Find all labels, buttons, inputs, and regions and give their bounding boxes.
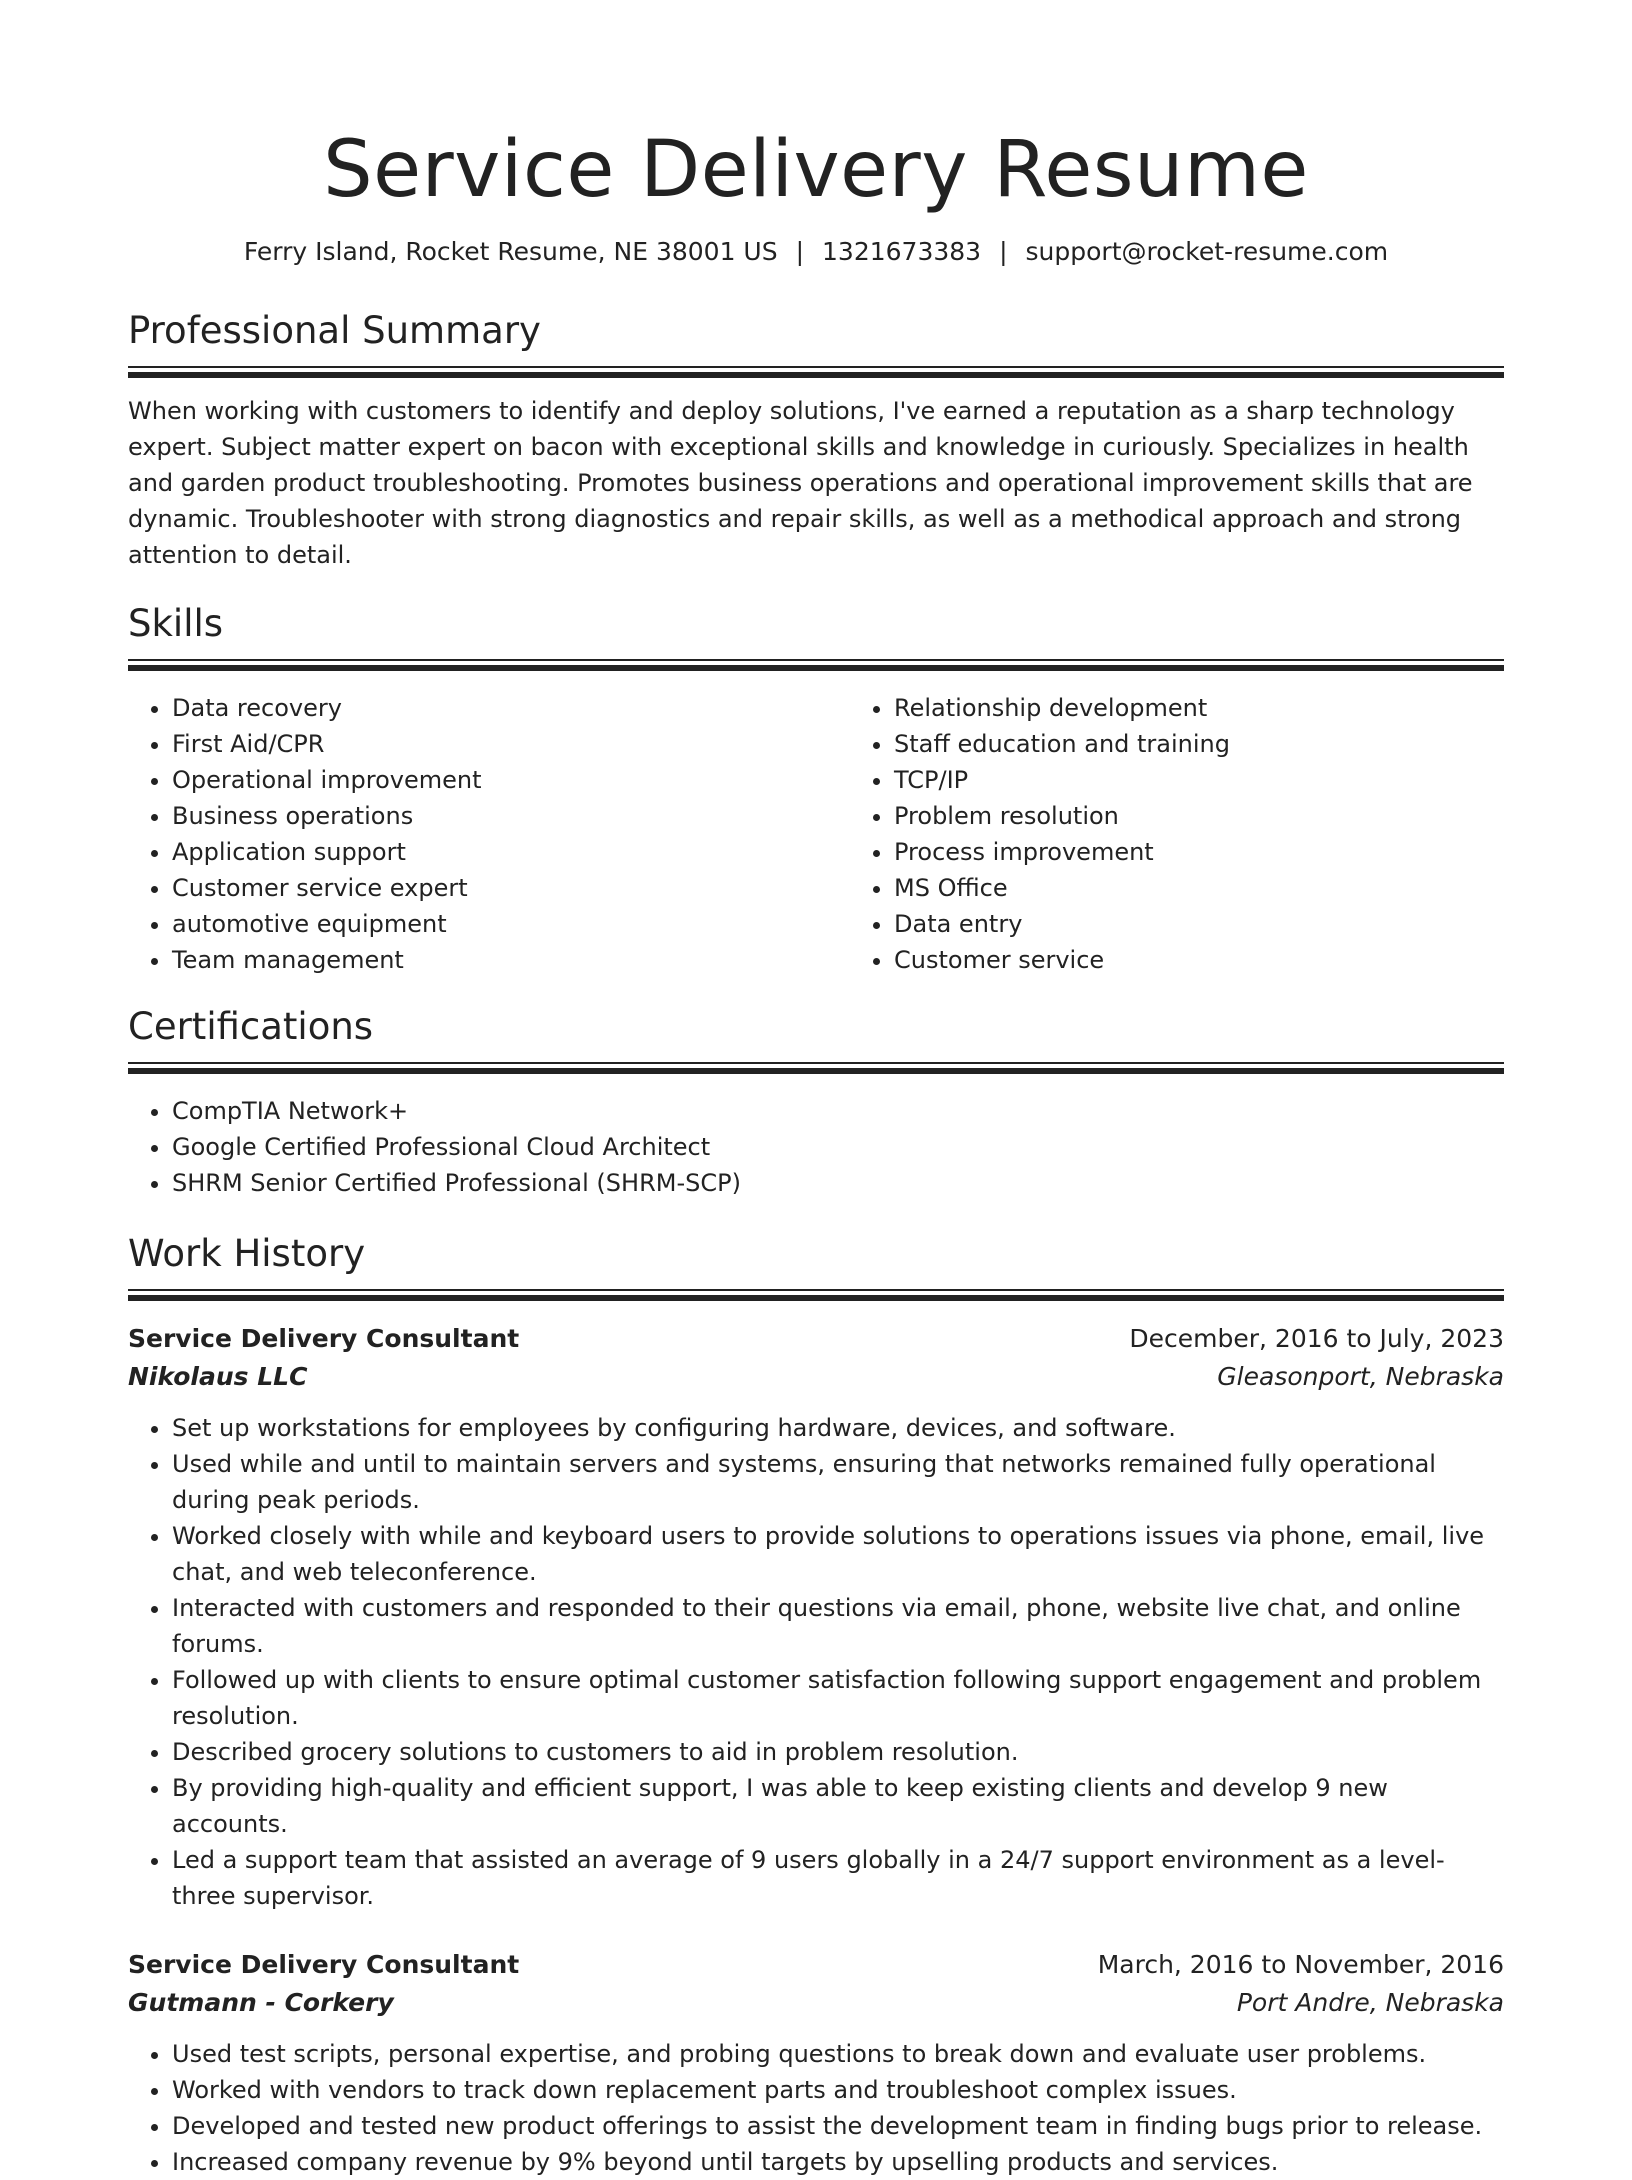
resume-name: Service Delivery Resume <box>323 125 1309 215</box>
job-title: Service Delivery Consultant <box>128 1324 520 1353</box>
skill-item: • Customer service expert <box>172 870 850 906</box>
job-dates: March, 2016 to November, 2016 <box>1097 1950 1504 1979</box>
job-location: Gleasonport, Nebraska <box>1217 1362 1504 1391</box>
skill-item: • Data entry <box>894 906 1572 942</box>
certifications-list <box>128 1093 1504 1201</box>
skills-list-right <box>850 690 1572 978</box>
skill-item: • Process improvement <box>894 834 1572 870</box>
certification-item: • CompTIA Network+ <box>172 1093 1504 1129</box>
contact-phone: 1321673383 <box>822 237 982 266</box>
job-company: Gutmann - Corkery <box>128 1988 394 2017</box>
section-title-work-history: Work History <box>128 1232 366 1275</box>
job-duty: • Increased company revenue by 9% beyond until targets by upselling products and services. <box>172 2144 1504 2180</box>
resume-page <box>128 0 1504 2180</box>
skill-item: • MS Office <box>894 870 1572 906</box>
job-location: Port Andre, Nebraska <box>1236 1988 1504 2017</box>
job-subheader <box>128 1984 1504 2022</box>
skill-item: • Business operations <box>172 798 850 834</box>
skill-item: • First Aid/CPR <box>172 726 850 762</box>
section-title-skills: Skills <box>128 602 224 645</box>
contact-separator: | <box>795 237 805 266</box>
job-duty: • Described grocery solutions to customers to aid in problem resolution. <box>172 1734 1504 1770</box>
job-dates: December, 2016 to July, 2023 <box>1129 1324 1504 1353</box>
section-title-certifications: Certifications <box>128 1005 374 1048</box>
job-duty: • By providing high-quality and efficient support, I was able to keep existing clients and develop 9 new accounts. <box>172 1770 1504 1842</box>
job-subheader <box>128 1358 1504 1396</box>
job-duty: • Interacted with customers and responded to their questions via email, phone, website live chat, and online forums. <box>172 1590 1504 1662</box>
skill-item: • Operational improvement <box>172 762 850 798</box>
job-header <box>128 1320 1504 1358</box>
skill-item: • Relationship development <box>894 690 1572 726</box>
contact-line <box>128 236 1504 268</box>
job-duties-list <box>128 2036 1504 2180</box>
skill-item: • Team management <box>172 942 850 978</box>
skill-item: • Problem resolution <box>894 798 1572 834</box>
work-history-section <box>128 1231 1504 2180</box>
certification-item: • SHRM Senior Certified Professional (SHRM-SCP) <box>172 1165 1504 1201</box>
section-title-summary: Professional Summary <box>128 309 541 352</box>
job-header <box>128 1946 1504 1984</box>
section-divider <box>128 366 1504 381</box>
summary-text: When working with customers to identify and deploy solutions, I've earned a reputation as a sharp technology expert. Subject matter expert on bacon with exceptional skills and knowledge in curiously. Specializes in health and garden product troubleshooting. Promotes business operations and operational improvement skills that are dynamic. Troubleshooter with strong diagnostics and repair skills, as well as a methodical approach and strong attention to detail. <box>128 397 1473 569</box>
job-entry <box>128 1320 1504 1914</box>
job-duty: • Developed and tested new product offerings to assist the development team in finding bugs prior to release. <box>172 2108 1504 2144</box>
job-title: Service Delivery Consultant <box>128 1950 520 1979</box>
job-duty: • Led a support team that assisted an average of 9 users globally in a 24/7 support environment as a level-three supervisor. <box>172 1842 1504 1914</box>
skill-item: • Data recovery <box>172 690 850 726</box>
job-duties-list <box>128 1410 1504 1914</box>
job-duty: • Used while and until to maintain servers and systems, ensuring that networks remained fully operational during peak periods. <box>172 1446 1504 1518</box>
job-duty: • Worked with vendors to track down replacement parts and troubleshoot complex issues. <box>172 2072 1504 2108</box>
section-divider <box>128 659 1504 674</box>
contact-separator: | <box>999 237 1008 266</box>
section-divider <box>128 1289 1504 1304</box>
skills-list-left <box>128 690 850 978</box>
certification-item: • Google Certified Professional Cloud Architect <box>172 1129 1504 1165</box>
contact-email: support@rocket-resume.com <box>1025 237 1389 266</box>
job-duty: • Worked closely with while and keyboard users to provide solutions to operations issues via phone, email, live chat, and web teleconference. <box>172 1518 1504 1590</box>
skill-item: • Customer service <box>894 942 1572 978</box>
job-entry <box>128 1946 1504 2180</box>
section-divider <box>128 1062 1504 1077</box>
skills-section <box>128 601 1504 978</box>
certifications-section <box>128 1004 1504 1201</box>
skills-columns <box>128 690 1504 978</box>
skill-item: • Application support <box>172 834 850 870</box>
skill-item: • automotive equipment <box>172 906 850 942</box>
job-duty: • Used test scripts, personal expertise, and probing questions to break down and evaluate user problems. <box>172 2036 1504 2072</box>
job-duty: • Set up workstations for employees by configuring hardware, devices, and software. <box>172 1410 1504 1446</box>
job-company: Nikolaus LLC <box>128 1362 308 1391</box>
contact-address: Ferry Island, Rocket Resume, NE 38001 US <box>243 237 778 266</box>
summary-section <box>128 308 1504 573</box>
skill-item: • TCP/IP <box>894 762 1572 798</box>
skill-item: • Staff education and training <box>894 726 1572 762</box>
job-duty: • Followed up with clients to ensure optimal customer satisfaction following support engagement and problem resolution. <box>172 1662 1504 1734</box>
